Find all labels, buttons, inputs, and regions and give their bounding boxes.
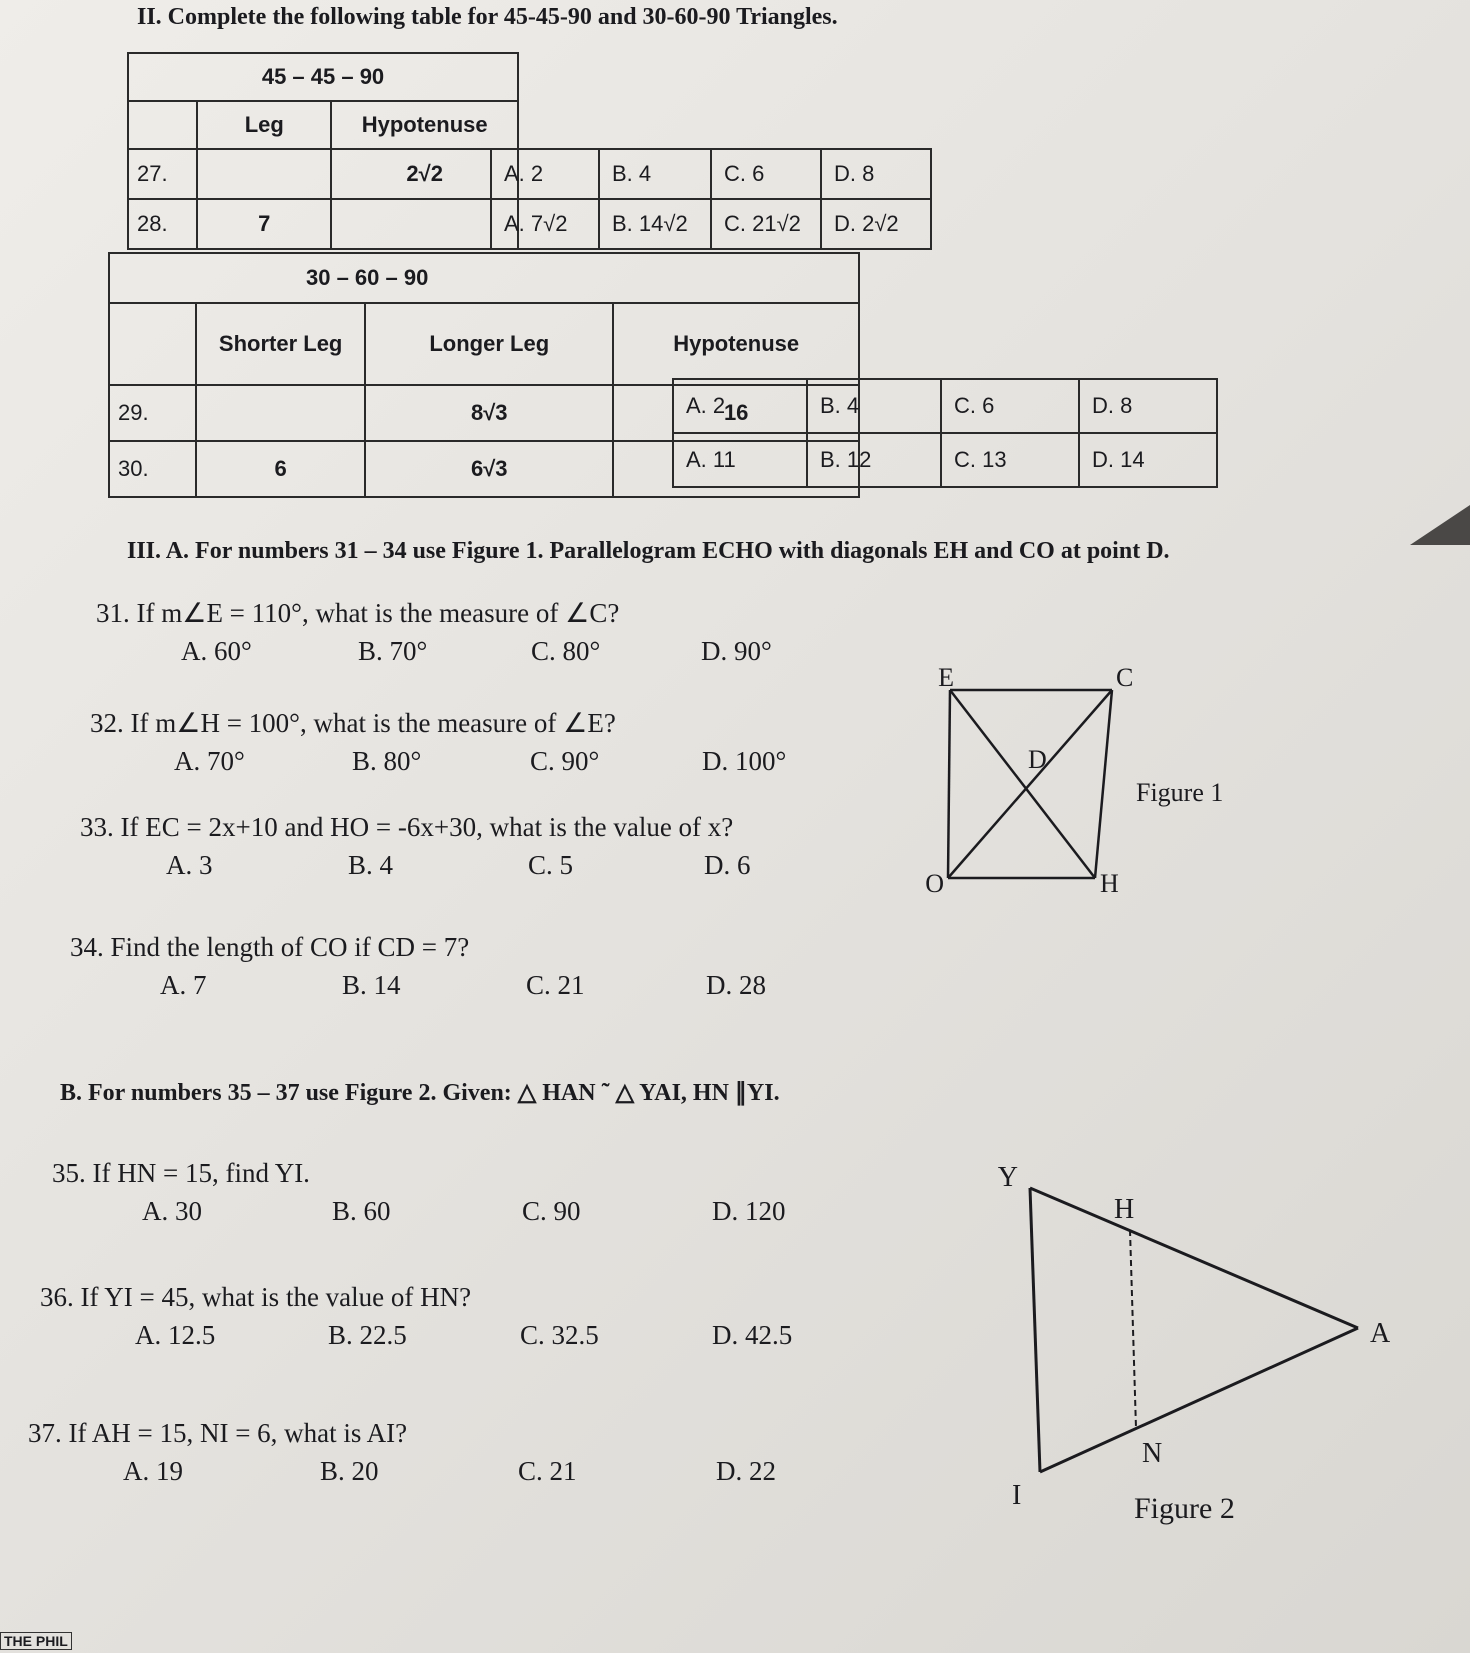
option-a[interactable]: A. 3: [166, 850, 213, 880]
table-row: [128, 199, 518, 249]
option-a[interactable]: A. 30: [142, 1196, 202, 1226]
option-a[interactable]: A. 70°: [174, 746, 245, 776]
choice-27-a[interactable]: A. 2: [491, 149, 599, 199]
choice-27-c[interactable]: C. 6: [711, 149, 821, 199]
option-c[interactable]: C. 80°: [531, 636, 601, 666]
table-45-num-header: [128, 101, 197, 149]
option-c[interactable]: C. 90°: [530, 746, 600, 776]
item-number: 29.: [109, 385, 196, 441]
option-c[interactable]: C. 21: [518, 1456, 577, 1486]
table-30-title: 30 – 60 – 90: [109, 253, 859, 303]
choice-28-d[interactable]: D. 2√2: [821, 199, 931, 249]
label-n: N: [1142, 1438, 1163, 1469]
option-b[interactable]: B. 20: [320, 1456, 379, 1486]
side-ya: [1030, 1188, 1358, 1328]
table-45-45-90: [127, 52, 519, 250]
choice-29-a[interactable]: A. 2: [673, 379, 807, 433]
figure-2-caption: Figure 2: [1134, 1492, 1235, 1525]
section-3a-heading: III. A. For numbers 31 – 34 use Figure 1. Parallelogram ECHO with diagonals EH and CO at point D.: [127, 538, 1170, 564]
hypotenuse-cell: 16: [613, 385, 859, 441]
label-e: E: [938, 663, 954, 692]
choice-29-c[interactable]: C. 6: [941, 379, 1079, 433]
segment-hn: [1130, 1230, 1136, 1428]
choice-28-a[interactable]: A. 7√2: [491, 199, 599, 249]
table-30-long-header: Longer Leg: [365, 303, 613, 385]
choice-27-b[interactable]: B. 4: [599, 149, 711, 199]
table-row: [128, 149, 518, 199]
long-leg-cell: 6√3: [365, 441, 613, 497]
short-leg-cell: [196, 385, 365, 441]
hypotenuse-cell: 2√2: [331, 149, 518, 199]
choice-30-a[interactable]: A. 11: [673, 433, 807, 487]
choice-28-c[interactable]: C. 21√2: [711, 199, 821, 249]
side-ch: [1095, 690, 1112, 878]
label-d: D: [1028, 745, 1047, 774]
choices-27-28: [490, 148, 932, 250]
label-a: A: [1370, 1318, 1390, 1349]
leg-cell: [197, 149, 331, 199]
option-a[interactable]: A. 12.5: [135, 1320, 216, 1350]
item-number: 27.: [128, 149, 197, 199]
table-30-num-header: [109, 303, 196, 385]
side-oe: [948, 690, 950, 878]
option-a[interactable]: A. 19: [123, 1456, 183, 1486]
option-b[interactable]: B. 14: [342, 970, 401, 1000]
label-h: H: [1100, 869, 1119, 898]
question-stem: 37. If AH = 15, NI = 6, what is AI?: [28, 1418, 408, 1448]
option-d[interactable]: D. 6: [704, 850, 751, 880]
option-d[interactable]: D. 100°: [702, 746, 787, 776]
option-b[interactable]: B. 60: [332, 1196, 391, 1226]
figure-1-parallelogram: [920, 660, 1160, 900]
question-stem: 33. If EC = 2x+10 and HO = -6x+30, what is the value of x?: [80, 812, 734, 842]
choice-29-b[interactable]: B. 4: [807, 379, 941, 433]
label-i: I: [1012, 1480, 1022, 1510]
item-number: 30.: [109, 441, 196, 497]
option-a[interactable]: A. 60°: [181, 636, 252, 666]
label-h: H: [1114, 1194, 1135, 1225]
side-ai: [1040, 1328, 1358, 1472]
choices-29-30: [672, 378, 1218, 488]
question-stem: 32. If m∠H = 100°, what is the measure of ∠E?: [90, 708, 616, 738]
option-c[interactable]: C. 90: [522, 1196, 581, 1226]
question-stem: 34. Find the length of CO if CD = 7?: [70, 932, 470, 962]
option-c[interactable]: C. 5: [528, 850, 574, 880]
option-d[interactable]: D. 28: [706, 970, 766, 1000]
option-c[interactable]: C. 21: [526, 970, 585, 1000]
option-d[interactable]: D. 42.5: [712, 1320, 793, 1350]
option-c[interactable]: C. 32.5: [520, 1320, 599, 1350]
leg-cell: 7: [197, 199, 331, 249]
item-number: 28.: [128, 199, 197, 249]
label-o: O: [925, 869, 944, 898]
choice-30-c[interactable]: C. 13: [941, 433, 1079, 487]
section-3b-heading: B. For numbers 35 – 37 use Figure 2. Given: △ HAN ˜ △ YAI, HN ∥YI.: [60, 1080, 780, 1106]
table-30-hyp-header: Hypotenuse: [613, 303, 859, 385]
choice-28-b[interactable]: B. 14√2: [599, 199, 711, 249]
option-d[interactable]: D. 120: [712, 1196, 786, 1226]
long-leg-cell: 8√3: [365, 385, 613, 441]
publisher-stamp: THE PHIL: [0, 1632, 72, 1650]
label-c: C: [1116, 663, 1134, 692]
option-b[interactable]: B. 4: [348, 850, 394, 880]
question-stem: 35. If HN = 15, find YI.: [52, 1158, 310, 1188]
choice-30-d[interactable]: D. 14: [1079, 433, 1217, 487]
option-d[interactable]: D. 22: [716, 1456, 776, 1486]
table-45-title: 45 – 45 – 90: [128, 53, 518, 101]
option-d[interactable]: D. 90°: [701, 636, 772, 666]
short-leg-cell: 6: [196, 441, 365, 497]
choice-27-d[interactable]: D. 8: [821, 149, 931, 199]
question-stem: 36. If YI = 45, what is the value of HN?: [40, 1282, 472, 1312]
option-b[interactable]: B. 70°: [358, 636, 428, 666]
option-b[interactable]: B. 22.5: [328, 1320, 407, 1350]
label-y: Y: [997, 1162, 1018, 1193]
table-45-hyp-header: Hypotenuse: [331, 101, 518, 149]
section-2-heading: II. Complete the following table for 45-45-90 and 30-60-90 Triangles.: [137, 4, 838, 30]
question-stem: 31. If m∠E = 110°, what is the measure of ∠C?: [96, 598, 620, 628]
page-corner-shadow: [1410, 505, 1470, 545]
choice-29-d[interactable]: D. 8: [1079, 379, 1217, 433]
figure-2-triangle: [970, 1160, 1390, 1510]
table-45-leg-header: Leg: [197, 101, 331, 149]
side-iy: [1030, 1188, 1040, 1472]
choice-30-b[interactable]: B. 12: [807, 433, 941, 487]
figure-1-caption: Figure 1: [1136, 778, 1224, 807]
table-30-short-header: Shorter Leg: [196, 303, 365, 385]
option-a[interactable]: A. 7: [160, 970, 207, 1000]
option-b[interactable]: B. 80°: [352, 746, 422, 776]
